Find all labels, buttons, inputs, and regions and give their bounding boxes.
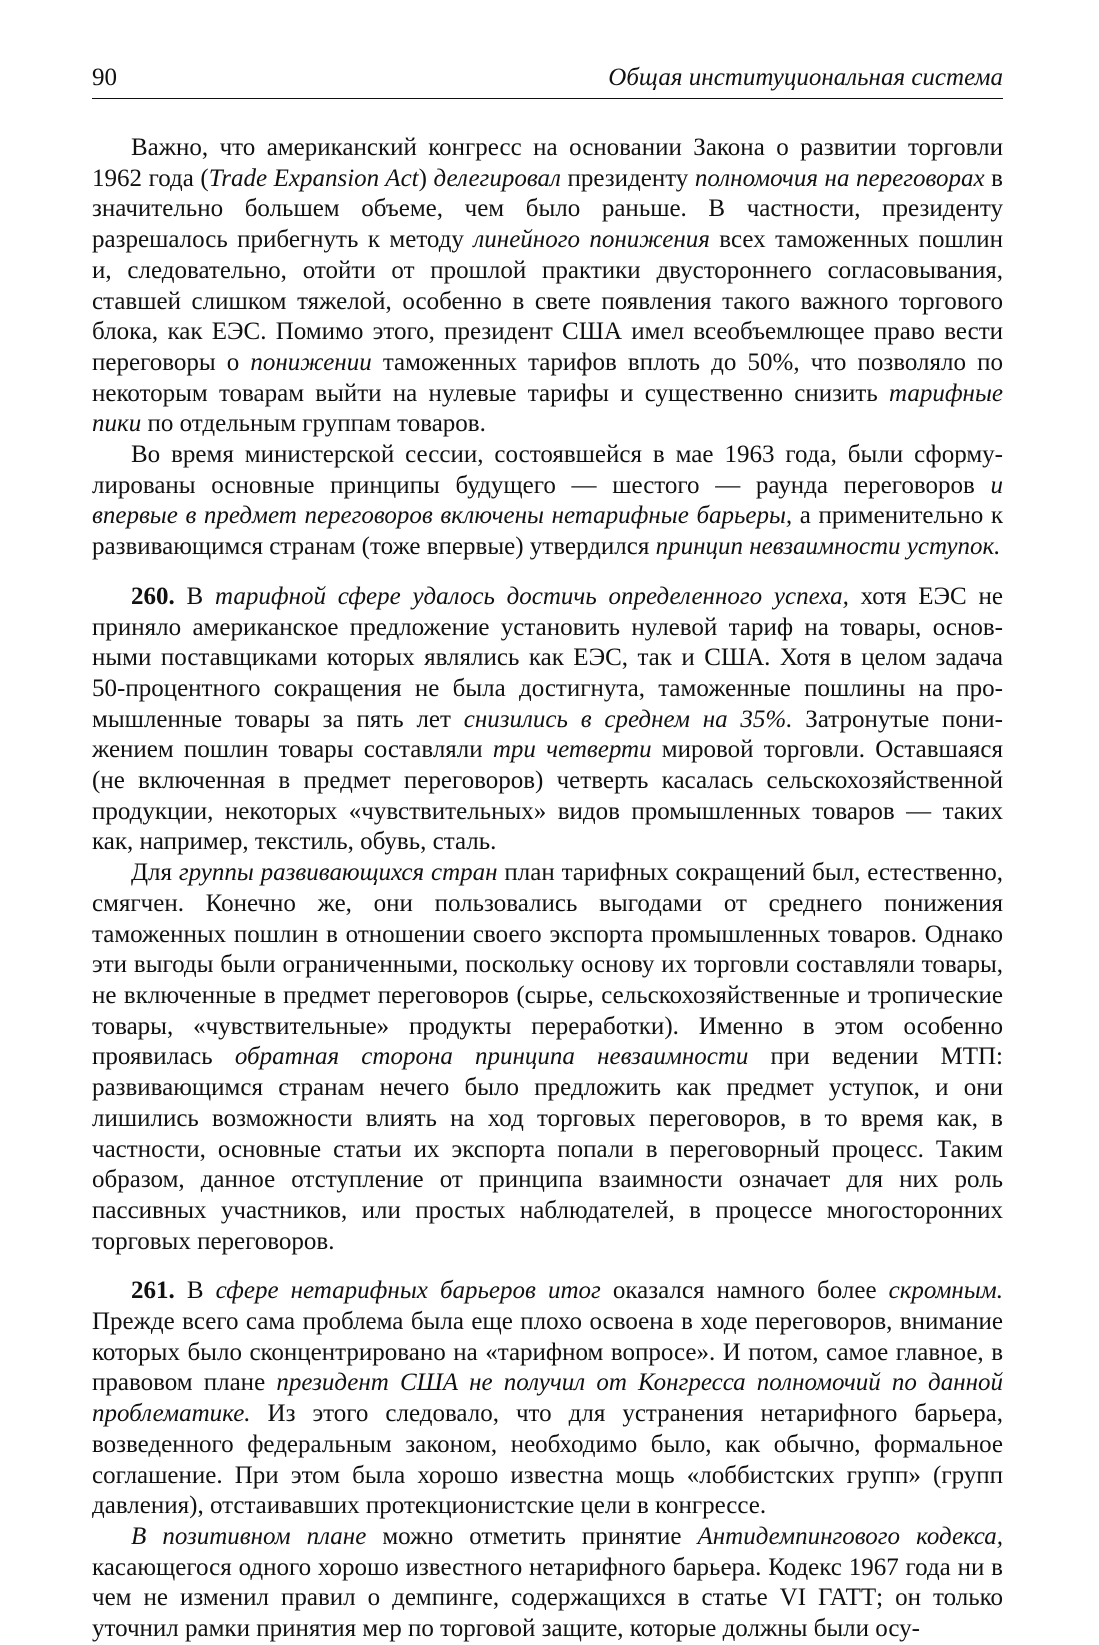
text-run: В — [174, 582, 215, 610]
text-run: Прежде всего сама проблема была еще плохо освоена в ходе переговоров, внимание которых было сконцентрировано на «тарифном вопросе». И потом, самое главное, в правовом плане — [92, 1308, 1003, 1397]
text-run: можно отметить принятие — [366, 1522, 698, 1550]
text-run: всех таможенных пошлин и, следовательно, отойти от прошлой практики двустороннего согласовывания, ставшей слишком тяжелой, особенно в свете появления такого важного торгового блока, как ЕЭС. Помимо этого, президент США имел всеобъемлющее право вести переговоры о — [92, 226, 1003, 376]
emphasis-text: делегировал — [433, 164, 561, 192]
text-run: а применительно к развивающимся странам (тоже впервые) утвердился — [92, 502, 1003, 561]
section-number: 261. — [131, 1277, 175, 1305]
running-header — [92, 62, 1003, 99]
emphasis-text: президент США не получил от Конгресса полномочий по данной проблематике. — [92, 1369, 1003, 1428]
paragraph — [92, 858, 1003, 1257]
text-run: касающегося одного хорошо известного нетарифного барьера. Кодекс 1967 года ни в чем не изменил правил о демпинге, содержащихся в статье VI ГАТТ; он только уточнил рамки принятия мер по торговой защите, которые должны были осу- — [92, 1553, 1003, 1643]
emphasis-text: полномочия на переговорах — [694, 164, 985, 192]
emphasis-text: и впервые в предмет переговоров включены нетарифные барьеры, — [92, 471, 1003, 530]
text-run: при ведении МТП: развивающимся странам нечего было предложить как предмет уступок, и они лишились возможности влиять на ход торговых переговоров, в то время как, в частности, основные статьи их экспорта попали в переговорный процесс. Таким образом, данное отступление от принципа взаимности означает для них роль пассивных участников, или простых наблюдателей, в процессе многосторонних торговых переговоров. — [92, 1043, 1003, 1255]
text-run: Затронутые понижением пошлин товары составляли — [92, 705, 1003, 764]
emphasis-text: Антидемпингового кодекса, — [697, 1522, 1003, 1550]
emphasis-text: сфере нетарифных барьеров итог — [215, 1277, 601, 1305]
paragraph — [92, 1276, 1003, 1522]
text-run: В — [174, 1277, 216, 1305]
paragraph — [92, 1522, 1003, 1645]
emphasis-text: обратная сторона принципа невзаимности — [234, 1043, 749, 1071]
text-run: план тарифных сокращений был, естественно, смягчен. Конечно же, они пользовались выгодами от среднего понижения таможенных пошлин в отношении своего экспорта промышленных товаров. Однако эти выгоды были ограниченными, поскольку основу их торговли составляли товары, не включенные в предмет переговоров (сырье, сельскохозяйственные и тропические товары, «чувствительные» продукты переработки). Именно в этом особенно проявилась — [92, 859, 1003, 1071]
text-run: Важно, что американский конгресс на основании Закона о развитии торговли 1962 года ( — [92, 134, 1003, 192]
emphasis-text: снизились в среднем на 35%. — [463, 705, 793, 733]
emphasis-text: скромным. — [888, 1277, 1003, 1305]
body-text — [92, 133, 1003, 1645]
emphasis-text: тарифные пики — [92, 379, 1003, 438]
text-run: оказался намного более — [600, 1277, 889, 1305]
text-run: хотя ЕЭС не приняло американское предложение установить нулевой тариф на товары, основными поставщиками которых являлись как ЕЭС, так и США. Хотя в целом задача 50-процентного сокращения не была достигнута, таможенные пошлины на промышленные товары за пять лет — [92, 582, 1003, 733]
text-run: в значительно большем объеме, чем было раньше. В частности, президенту разрешалось прибегнуть к методу — [92, 164, 1003, 254]
text-run: мировой торговли. Оставшаяся (не включенная в предмет переговоров) четверть касалась сельскохозяйственной продукции, некоторых «чувствительных» видов промышленных товаров — таких как, например, текстиль, обувь, сталь. — [92, 736, 1003, 856]
section-number: 260. — [131, 582, 175, 610]
emphasis-text: линейного понижения — [473, 226, 710, 254]
emphasis-text: Trade Expansion Act — [208, 164, 419, 192]
emphasis-text: группы развивающихся стран — [178, 859, 498, 887]
text-run: ) — [418, 164, 434, 192]
emphasis-text: принцип невзаимности уступок. — [655, 533, 1001, 561]
paragraph — [92, 440, 1003, 563]
paragraph — [92, 133, 1003, 440]
page-number: 90 — [92, 64, 117, 91]
text-run: Во время министерской сессии, состоявшейся в мае 1963 года, были сформулированы основные принципы будущего — шестого — раунда переговоров — [92, 441, 1003, 499]
text-run: Из этого следовало, что для устранения нетарифного барьера, возведенного федеральным законом, необходимо было, как обычно, формальное соглашение. При этом была хорошо известна мощь «лоббистских групп» (групп давления), отстаивавших протекционистские цели в конгрессе. — [92, 1400, 1003, 1520]
emphasis-text: В позитивном плане — [131, 1522, 367, 1550]
text-run: таможенных тарифов вплоть до 50%, что позволяло по некоторым товарам выйти на нулевые тарифы и существенно снизить — [92, 348, 1003, 407]
emphasis-text: три четверти — [492, 736, 652, 764]
paragraph — [92, 582, 1003, 858]
emphasis-text: понижении — [250, 348, 372, 376]
text-run: Для — [131, 859, 179, 887]
running-title: Общая институциональная система — [608, 64, 1003, 91]
text-run: президенту — [560, 164, 695, 192]
emphasis-text: тарифной сфере удалось достичь определенного успеха, — [215, 582, 849, 610]
text-run: по отдельным группам товаров. — [141, 410, 486, 438]
